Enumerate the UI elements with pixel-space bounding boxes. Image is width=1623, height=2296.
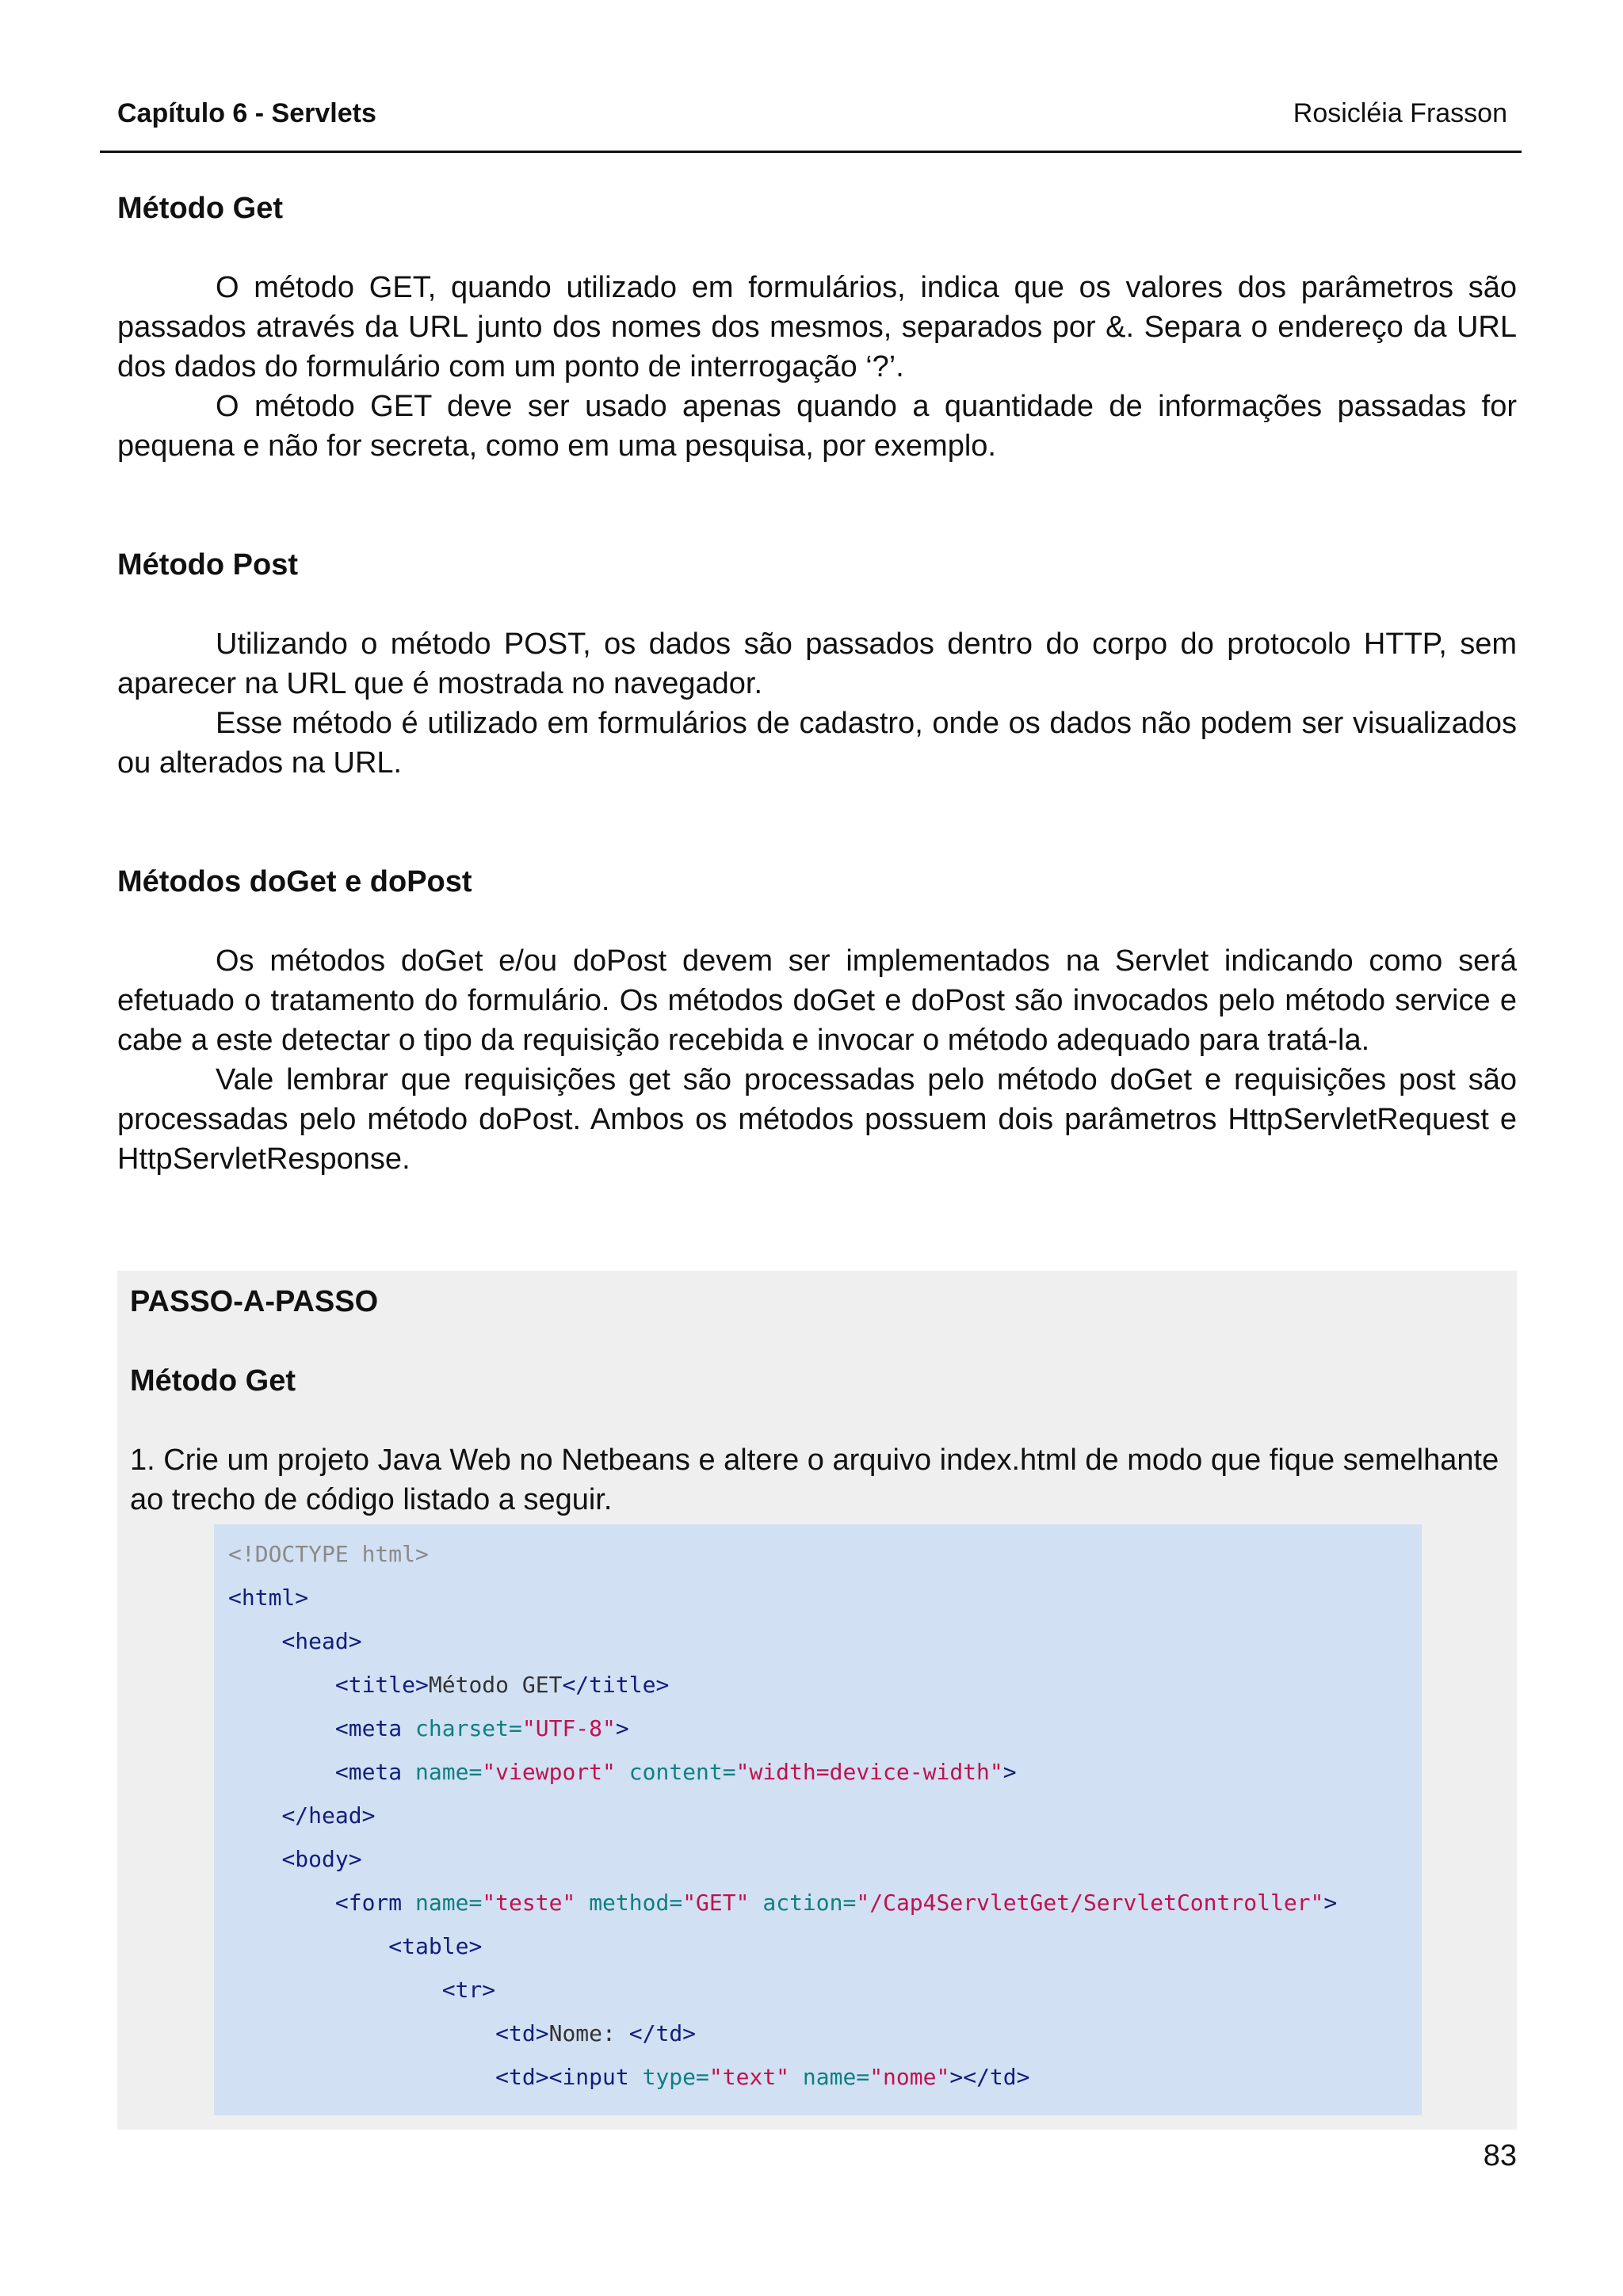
code-token: Método GET <box>428 1672 563 1698</box>
code-listing <box>214 1524 1422 2115</box>
code-token: > <box>1323 1890 1338 1916</box>
code-line: <!DOCTYPE html> <box>228 1541 429 1567</box>
section-title-doget-dopost: Métodos doGet e doPost <box>117 865 472 898</box>
paragraph-doget-2: Vale lembrar que requisições get são processadas pelo método doGet e requisições post são processadas pelo método doPost. Ambos os métodos possuem dois parâmetros HttpServletRequest e HttpServletResponse. <box>117 1063 1517 1176</box>
code-line: <tr> <box>441 1977 496 2003</box>
main-content <box>117 189 1517 1179</box>
page-number: 83 <box>1483 2139 1517 2172</box>
code-token: charset= <box>415 1715 522 1741</box>
code-token: <title> <box>334 1672 429 1698</box>
code-token: method= <box>589 1890 683 1916</box>
code-line: <table> <box>388 1933 483 1959</box>
code-token: name= <box>802 2064 870 2090</box>
code-token: "/Cap4ServletGet/ServletController" <box>856 1890 1324 1916</box>
chapter-title: Capítulo 6 - Servlets <box>117 98 376 128</box>
code-token: ></td> <box>949 2064 1030 2090</box>
code-token: "viewport" <box>482 1759 616 1785</box>
code-token: name= <box>415 1759 483 1785</box>
code-line: <html> <box>228 1585 309 1611</box>
paragraph-get-2: O método GET deve ser usado apenas quando a quantidade de informações passadas for pequena e não for secreta, como em uma pesquisa, por exemplo. <box>117 390 1517 463</box>
paragraph-post-2: Esse método é utilizado em formulários de cadastro, onde os dados não podem ser visualizados ou alterados na URL. <box>117 707 1517 780</box>
code-token: > <box>1002 1759 1017 1785</box>
code-token: </title> <box>562 1672 670 1698</box>
section-title-get: Método Get <box>117 192 283 225</box>
code-token: type= <box>642 2064 709 2090</box>
paragraph-post-1: Utilizando o método POST, os dados são passados dentro do corpo do protocolo HTTP, sem aparecer na URL que é mostrada no navegador. <box>117 627 1517 700</box>
code-token: "GET" <box>682 1890 750 1916</box>
code-line: <head> <box>281 1628 362 1654</box>
code-line: </head> <box>281 1802 376 1829</box>
code-block <box>228 1532 1337 2099</box>
page-header <box>100 79 1522 153</box>
code-token: "text" <box>708 2064 790 2090</box>
code-token: <td><input <box>495 2064 629 2090</box>
code-line: <body> <box>281 1846 362 1872</box>
code-token: > <box>615 1715 629 1741</box>
section-title-post: Método Post <box>117 548 298 582</box>
code-token: "teste" <box>482 1890 576 1916</box>
code-token: Nome: <box>548 2020 629 2046</box>
code-token: <meta <box>334 1759 403 1785</box>
code-token: <td> <box>495 2020 549 2046</box>
code-token: <meta <box>334 1715 403 1741</box>
step-box-title: PASSO-A-PASSO <box>130 1285 379 1318</box>
code-token: </td> <box>628 2020 697 2046</box>
code-token: "width=device-width" <box>735 1759 1003 1785</box>
step-box-subtitle: Método Get <box>130 1364 296 1398</box>
code-token: <form <box>334 1890 403 1916</box>
code-token: name= <box>415 1890 483 1916</box>
code-token: "nome" <box>869 2064 950 2090</box>
code-token: "UTF-8" <box>521 1715 616 1741</box>
paragraph-get-1: O método GET, quando utilizado em formulários, indica que os valores dos parâmetros são passados através da URL junto dos nomes dos mesmos, separados por &. Separa o endereço da URL dos dados do formulário com um ponto de interrogação ‘?’. <box>117 271 1517 383</box>
code-token: content= <box>628 1759 736 1785</box>
step-1-text: 1. Crie um projeto Java Web no Netbeans e altere o arquivo index.html de modo que fique semelhante ao trecho de código listado a seguir. <box>130 1444 1499 1516</box>
paragraph-doget-1: Os métodos doGet e/ou doPost devem ser implementados na Servlet indicando como será efetuado o tratamento do formulário. Os métodos doGet e doPost são invocados pelo método service e cabe a este detectar o tipo da requisição recebida e invocar o método adequado para tratá-la. <box>117 944 1517 1057</box>
code-token: action= <box>762 1890 857 1916</box>
author-name: Rosicléia Frasson <box>1293 98 1507 128</box>
